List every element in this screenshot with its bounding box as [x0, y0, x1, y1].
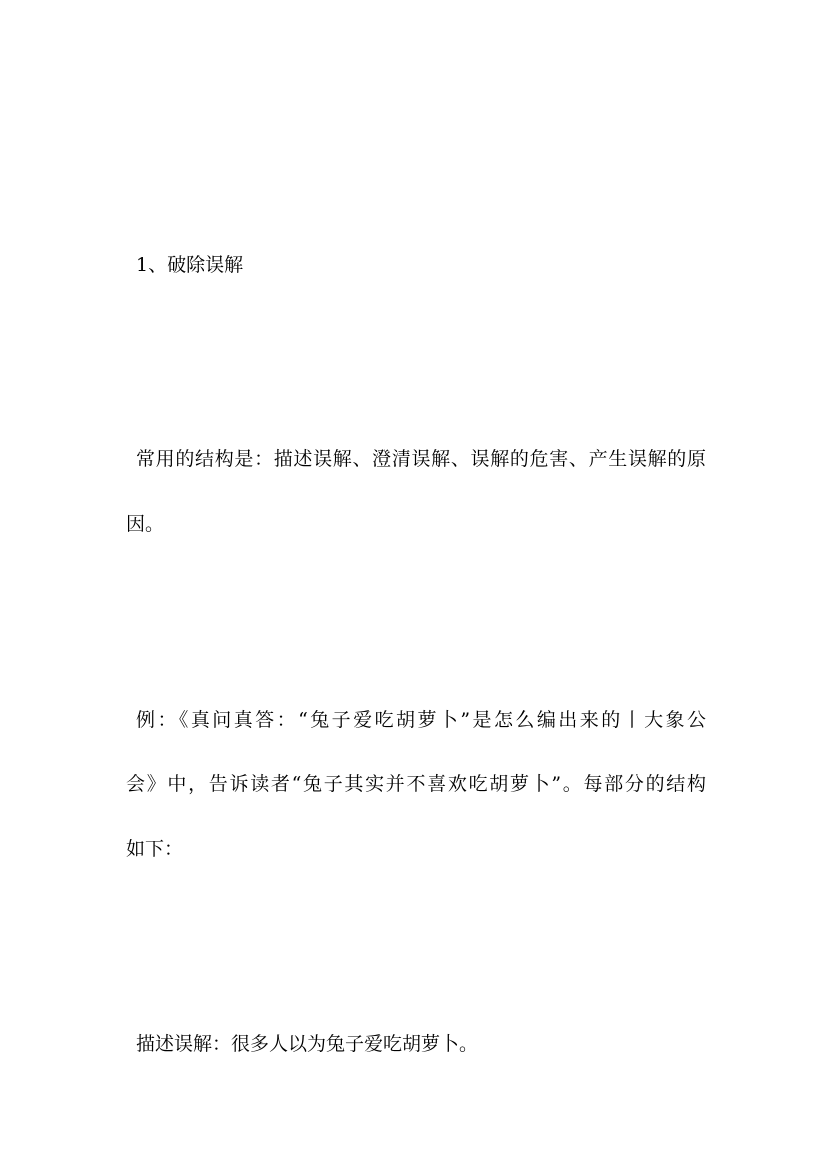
section-heading: 1、破除误解	[136, 254, 244, 276]
structure-paragraph-line-1: 常用的结构是：描述误解、澄清误解、误解的危害、产生误解的原	[136, 448, 706, 470]
misconception-description-line: 描述误解：很多人以为兔子爱吃胡萝卜。	[136, 1033, 479, 1055]
example-paragraph-line-1: 例：《真问真答：“兔子爱吃胡萝卜”是怎么编出来的丨大象公	[136, 709, 706, 731]
structure-paragraph-line-2: 因。	[126, 513, 165, 535]
example-paragraph-line-3: 如下：	[126, 838, 184, 860]
example-paragraph-line-2: 会》中，告诉读者“兔子其实并不喜欢吃胡萝卜”。每部分的结构	[126, 773, 706, 795]
